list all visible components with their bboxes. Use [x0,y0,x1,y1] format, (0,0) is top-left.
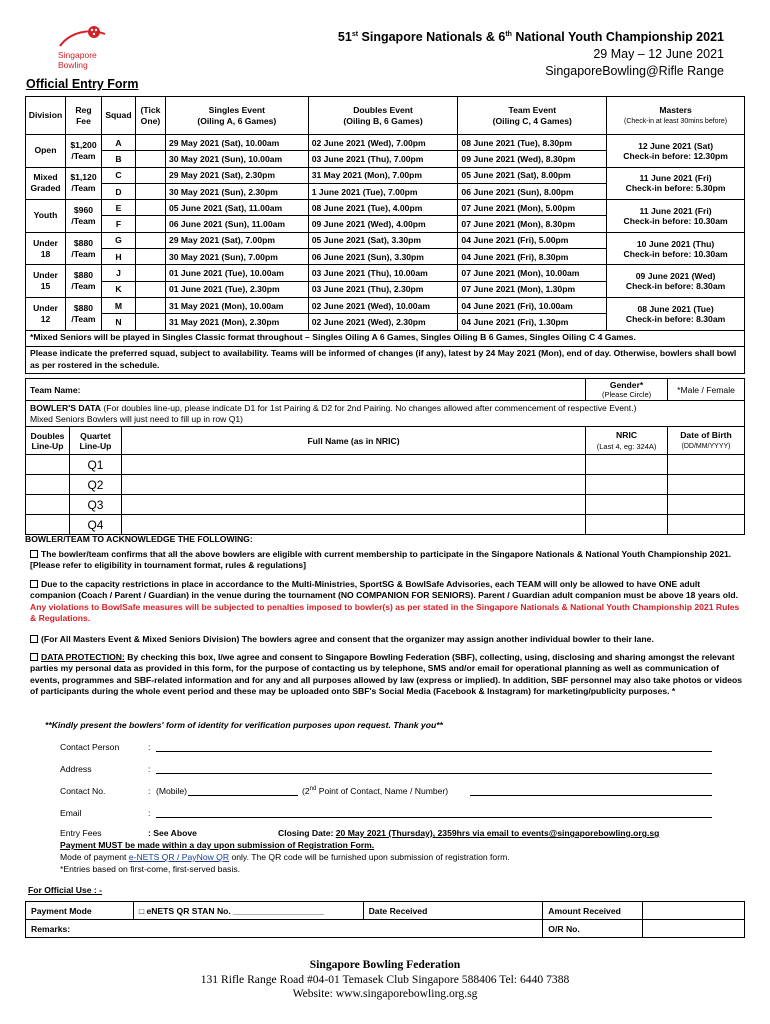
logo-line2: Bowling [58,60,88,70]
team-date: 07 June 2021 (Mon), 5.00pm [458,200,607,216]
singles-date: 05 June 2021 (Sat), 11.00am [165,200,308,216]
ack-heading: BOWLER/TEAM TO ACKNOWLEDGE THE FOLLOWING: [25,534,253,544]
page-title: 51st Singapore Nationals & 6th National Youth Championship 2021 [337,30,724,45]
doubles-lineup-input[interactable] [26,495,70,515]
division-name: Youth [26,200,66,233]
singles-date: 01 June 2021 (Tue), 10.00am [165,265,308,281]
squad-code: H [101,249,135,265]
bowler-row [26,455,745,475]
tick-box[interactable] [135,135,165,151]
doubles-date: 03 June 2021 (Thu), 7.00pm [308,151,458,167]
col-quartet-lineup: Quartet Line-Up [69,427,121,455]
squad-code: M [101,297,135,313]
doubles-date: 05 June 2021 (Sat), 3.30pm [308,232,458,248]
doubles-date: 03 June 2021 (Thu), 2.30pm [308,281,458,297]
ack-masters-checkbox[interactable] [30,635,38,643]
singles-date: 06 June 2021 (Sun), 11.00am [165,216,308,232]
remarks-field[interactable]: Remarks: [26,920,543,938]
logo [30,24,125,79]
division-name: Under 15 [26,265,66,298]
footer-website: Website: www.singaporebowling.org.sg [292,987,478,1000]
team-date: 07 June 2021 (Mon), 8.30pm [458,216,607,232]
col-tick: (Tick One) [135,97,165,135]
doubles-date: 02 June 2021 (Wed), 2.30pm [308,314,458,330]
ack-companion-checkbox[interactable] [30,580,38,588]
masters-date: 09 June 2021 (Wed) Check-in before: 8.30am [607,265,745,298]
tick-box[interactable] [135,167,165,183]
masters-date: 11 June 2021 (Fri) Check-in before: 10.30am [607,200,745,233]
amount-received-label: Amount Received [543,902,643,920]
singles-date: 29 May 2021 (Sat), 10.00am [165,135,308,151]
payment-note: Payment MUST be made within a day upon submission of Registration Form. [60,840,375,850]
col-squad: Squad [101,97,135,135]
division-name: Under 18 [26,232,66,265]
division-name: Open [26,135,66,168]
entries-note: *Entries based on first-come, first-served basis. [60,864,241,874]
or-no-input[interactable] [643,920,745,938]
full-name-input[interactable] [121,475,585,495]
dob-input[interactable] [668,455,745,475]
singles-date: 30 May 2021 (Sun), 10.00am [165,151,308,167]
singles-date: 01 June 2021 (Tue), 2.30pm [165,281,308,297]
division-fee: $960 /Team [65,200,101,233]
col-doubles: Doubles Event (Oiling B, 6 Games) [308,97,458,135]
gender-options[interactable]: *Male / Female [668,379,745,401]
address-input[interactable] [156,764,712,774]
team-date: 04 June 2021 (Fri), 10.00am [458,297,607,313]
schedule-table [25,96,745,331]
division-fee: $1,200 /Team [65,135,101,168]
col-nric: NRIC (Last 4, eg: 324A) [586,427,668,455]
official-use-table [25,901,745,938]
mobile-input[interactable] [188,786,298,796]
singles-date: 29 May 2021 (Sat), 2.30pm [165,167,308,183]
mixed-seniors-note: *Mixed Seniors will be played in Singles Classic format throughout – Singles Oiling A 6 Games, Singles Oiling B 6 Games, Singles Oiling C 4 Games. [25,330,745,347]
col-full-name: Full Name (as in NRIC) [121,427,585,455]
tick-box[interactable] [135,249,165,265]
footer-org: Singapore Bowling Federation [309,958,461,971]
doubles-date: 02 June 2021 (Wed), 7.00pm [308,135,458,151]
team-date: 06 June 2021 (Sun), 8.00pm [458,183,607,199]
squad-code: N [101,314,135,330]
quartet-label: Q1 [69,455,121,475]
bowler-row [26,475,745,495]
doubles-lineup-input[interactable] [26,455,70,475]
masters-date: 12 June 2021 (Sat) Check-in before: 12.30pm [607,135,745,168]
nric-input[interactable] [586,495,668,515]
tick-box[interactable] [135,151,165,167]
doubles-date: 03 June 2021 (Thu), 10.00am [308,265,458,281]
payment-mode-note: Mode of payment e-NETS QR / PayNow QR only. The QR code will be furnished upon submission of registration form. [60,852,510,862]
doubles-date: 31 May 2021 (Mon), 7.00pm [308,167,458,183]
masters-date: 10 June 2021 (Thu) Check-in before: 10.30am [607,232,745,265]
nric-input[interactable] [586,455,668,475]
ack-companion: Due to the capacity restrictions in place in accordance to the Multi-Ministries, SportSG & BowlSafe Advisories, each TEAM will only be allowed to have ONE adult companion (Coach / Parent / Guardian) in the venue during the tournament (NO COMPANION FOR SENIORS). Parent / Guardian adult companion must be above 18 years old. Any violations to BowlSafe measures will be subjected to penalties imposed to bowler(s) as per stated in the Singapore Nationals & National Youth Championship 2021 Rules & Regulations. [30,579,740,623]
singles-date: 31 May 2021 (Mon), 10.00am [165,297,308,313]
or-no-label: O/R No. [543,920,643,938]
footer-address: 131 Rifle Range Road #04-01 Temasek Club Singapore 588406 Tel: 6440 7388 [200,972,570,986]
doubles-date: 1 June 2021 (Tue), 7.00pm [308,183,458,199]
col-doubles-lineup: Doubles Line-Up [26,427,70,455]
ack-data-protection-checkbox[interactable] [30,653,38,661]
dob-input[interactable] [668,515,745,535]
singles-date: 31 May 2021 (Mon), 2.30pm [165,314,308,330]
squad-code: G [101,232,135,248]
division-name: Mixed Graded [26,167,66,200]
team-name-field[interactable]: Team Name: [26,379,586,401]
logo-line1: Singapore [58,50,97,60]
footer [0,958,770,1002]
second-contact-input[interactable] [470,786,712,796]
tick-box[interactable] [135,200,165,216]
doubles-date: 02 June 2021 (Wed), 10.00am [308,297,458,313]
doubles-date: 06 June 2021 (Sun), 3.30pm [308,249,458,265]
quartet-label: Q4 [69,515,121,535]
col-masters: Masters (Check-in at least 30mins before) [607,97,745,135]
singles-date: 30 May 2021 (Sun), 7.00pm [165,249,308,265]
ack-data-protection: DATA PROTECTION: By checking this box, I/we agree and consent to Singapore Bowling Federation (SBF), collecting, using, disclosing and sharing amongst the relevant parties my personal data as provided in this form, for the purpose of contacting us by telephone, SMS and/or email for operational planning as well as communication of events, programmes and SBF-related information and for any and all purposes allowed by law (express or implied). In addition, SBF personnel may also take photos or videos of participants during the whole event period and these may be uploaded onto SBF's Social Media (Facebook & Instagram) for marketing/publicity purposes. * [30,652,743,696]
tick-box[interactable] [135,297,165,313]
date-received-label: Date Received [363,902,543,920]
schedule-row [26,167,745,183]
team-date: 04 June 2021 (Fri), 5.00pm [458,232,607,248]
gender-label: Gender* (Please Circle) [586,379,668,401]
form-title: Official Entry Form [26,77,139,91]
squad-code: A [101,135,135,151]
division-fee: $880 /Team [65,265,101,298]
squad-code: J [101,265,135,281]
team-date: 04 June 2021 (Fri), 1.30pm [458,314,607,330]
division-fee: $1,120 /Team [65,167,101,200]
squad-code: D [101,183,135,199]
col-team: Team Event (Oiling C, 4 Games) [458,97,607,135]
nric-input[interactable] [586,515,668,535]
event-venue: SingaporeBowling@Rifle Range [545,64,724,79]
col-singles: Singles Event (Oiling A, 6 Games) [165,97,308,135]
team-date: 07 June 2021 (Mon), 1.30pm [458,281,607,297]
schedule-row [26,135,745,151]
team-date: 05 June 2021 (Sat), 8.00pm [458,167,607,183]
col-dob: Date of Birth (DD/MM/YYYY) [668,427,745,455]
team-date: 07 June 2021 (Mon), 10.00am [458,265,607,281]
payment-mode-label: Payment Mode [26,902,134,920]
bowlers-data-note: BOWLER'S DATA (For doubles line-up, please indicate D1 for 1st Pairing & D2 for 2nd Pairing. No changes allowed after commencement of respective Event.) Mixed Seniors Bowlers will just need to fill up in row Q1) [26,401,745,427]
tick-box[interactable] [135,183,165,199]
tick-box[interactable] [135,314,165,330]
singles-date: 29 May 2021 (Sat), 7.00pm [165,232,308,248]
squad-code: C [101,167,135,183]
bowlers-table [25,378,745,535]
squad-code: B [101,151,135,167]
dob-input[interactable] [668,475,745,495]
official-heading: For Official Use : - [28,885,103,895]
quartet-label: Q3 [69,495,121,515]
doubles-date: 08 June 2021 (Tue), 4.00pm [308,200,458,216]
bowler-row [26,515,745,535]
quartet-label: Q2 [69,475,121,495]
event-dates: 29 May – 12 June 2021 [593,47,724,62]
masters-date: 11 June 2021 (Fri) Check-in before: 5.30pm [607,167,745,200]
squad-code: E [101,200,135,216]
nric-input[interactable] [586,475,668,495]
full-name-input[interactable] [121,455,585,475]
col-reg-fee: Reg Fee [65,97,101,135]
amount-received-input[interactable] [643,902,745,920]
schedule-row [26,265,745,281]
doubles-lineup-input[interactable] [26,475,70,495]
ack-eligibility-checkbox[interactable] [30,550,38,558]
header [338,26,724,80]
email-input[interactable] [156,808,712,818]
ack-eligibility: The bowler/team confirms that all the above bowlers are eligible with current membership to participate in the Singapore Nationals & National Youth Championship 2021. [Please refer to eligibility in tournament format, rules & regulations] [30,549,732,571]
payment-mode-link[interactable]: e-NETS QR / PayNow QR [128,852,230,862]
division-name: Under 12 [26,297,66,330]
ack-masters: (For All Masters Event & Mixed Seniors Division) The bowlers agree and consent that the organizer may assign another individual bowler to their lane. [30,634,746,645]
bowler-row [26,495,745,515]
tick-box[interactable] [135,216,165,232]
division-fee: $880 /Team [65,232,101,265]
singles-date: 30 May 2021 (Sun), 2.30pm [165,183,308,199]
doubles-date: 09 June 2021 (Wed), 4.00pm [308,216,458,232]
tick-box[interactable] [135,232,165,248]
contact-person-input[interactable] [156,742,712,752]
schedule-row [26,232,745,248]
team-date: 09 June 2021 (Wed), 8.30pm [458,151,607,167]
schedule-row [26,297,745,313]
tick-box[interactable] [135,281,165,297]
tick-box[interactable] [135,265,165,281]
schedule-row [26,200,745,216]
division-fee: $880 /Team [65,297,101,330]
id-note: **Kindly present the bowlers' form of identity for verification purposes upon request. Thank you** [45,720,443,730]
full-name-input[interactable] [121,515,585,535]
full-name-input[interactable] [121,495,585,515]
team-date: 08 June 2021 (Tue), 8.30pm [458,135,607,151]
squad-code: K [101,281,135,297]
doubles-lineup-input[interactable] [26,515,70,535]
enets-stan-field[interactable]: □ eNETS QR STAN No. ___________________ [133,902,363,920]
squad-note: Please indicate the preferred squad, subject to availability. Teams will be informed of changes (if any), latest by 24 May 2021 (Mon), end of day. Otherwise, bowlers shall bowl as per rostered in the schedule. [25,346,745,374]
squad-code: F [101,216,135,232]
dob-input[interactable] [668,495,745,515]
col-division: Division [26,97,66,135]
masters-date: 08 June 2021 (Tue) Check-in before: 8.30am [607,297,745,330]
team-date: 04 June 2021 (Fri), 8.30pm [458,249,607,265]
